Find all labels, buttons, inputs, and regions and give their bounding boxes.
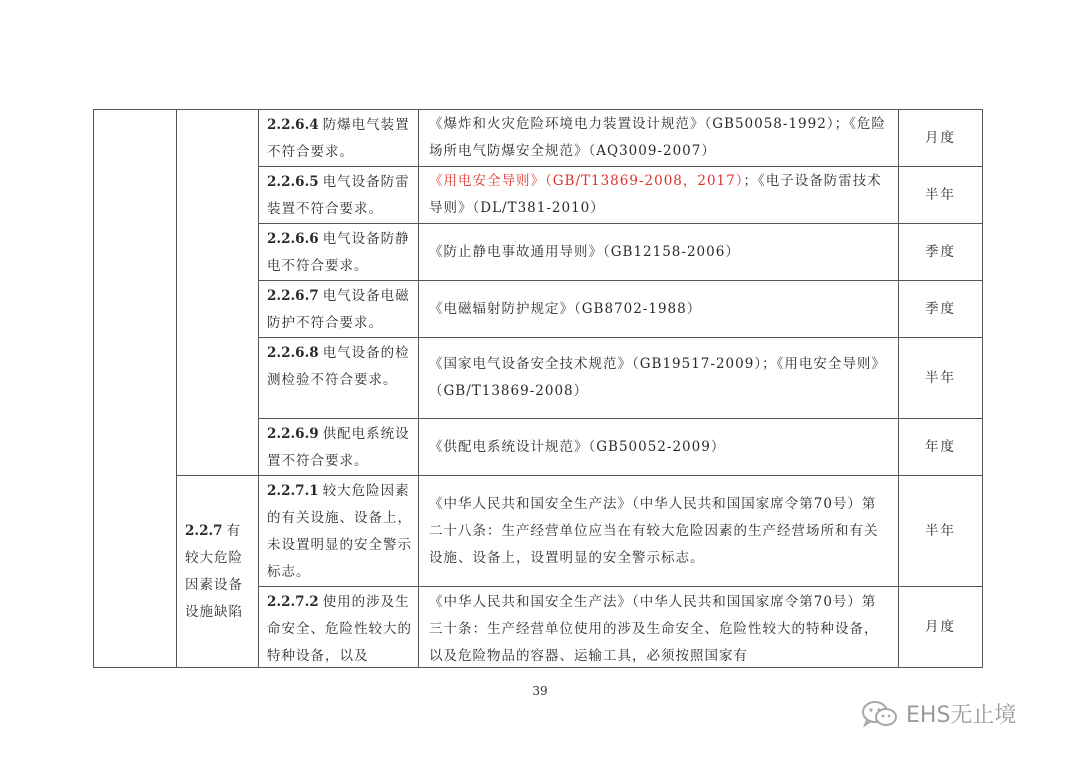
- table-row: [94, 110, 983, 167]
- regulation-table: [93, 109, 983, 668]
- item-code: 2.2.6.5: [267, 174, 319, 190]
- reference-cell: [419, 419, 899, 476]
- reference-cell: [419, 338, 899, 419]
- category-cell: [177, 476, 259, 668]
- reference-cell: [419, 224, 899, 281]
- item-text: 使用的涉及生命安全、危险性较大的特种设备，以及: [267, 594, 412, 664]
- frequency-cell: 半年: [899, 167, 983, 224]
- item-code: 2.2.6.9: [267, 426, 319, 442]
- frequency-cell: 年度: [899, 419, 983, 476]
- watermark: [860, 698, 1016, 729]
- item-text: 防爆电气装置不符合要求。: [267, 117, 410, 160]
- item-cell: [259, 224, 419, 281]
- item-code: 2.2.6.4: [267, 117, 319, 133]
- item-cell: [259, 110, 419, 167]
- reference-text: 《供配电系统设计规范》（GB50052-2009）: [429, 438, 726, 455]
- item-code: 2.2.6.6: [267, 231, 319, 247]
- wechat-icon: [860, 699, 900, 729]
- item-text: 供配电系统设置不符合要求。: [267, 426, 410, 469]
- item-text: 电气设备防静电不符合要求。: [267, 231, 410, 274]
- reference-cell: [419, 281, 899, 338]
- reference-cell: [419, 110, 899, 167]
- blank-cell: [94, 110, 177, 668]
- item-code: 2.2.7.2: [267, 594, 319, 610]
- reference-text: 《国家电气设备安全技术规范》（GB19517-2009）；《用电安全导则》（GB/T13869-2008）: [429, 356, 886, 399]
- item-text: 电气设备防雷装置不符合要求。: [267, 174, 410, 217]
- frequency-cell: 半年: [899, 338, 983, 419]
- reference-cell: [419, 476, 899, 587]
- reference-text: 《中华人民共和国安全生产法》（中华人民共和国国家席令第70号）第二十八条：生产经营单位应当在有较大危险因素的生产经营场所和有关设施、设备上，设置明显的安全警示标志。: [429, 495, 879, 566]
- category-label: 有较大危险因素设备设施缺陷: [185, 522, 243, 620]
- reference-text: 《爆炸和火灾危险环境电力装置设计规范》（GB50058-1992）；《危险场所电气防爆安全规范》（AQ3009-2007）: [429, 116, 886, 159]
- category-code: 2.2.7: [185, 522, 223, 539]
- reference-text: 《中华人民共和国安全生产法》（中华人民共和国国家席令第70号）第三十条：生产经营单位使用的涉及生命安全、危险性较大的特种设备，以及危险物品的容器、运输工具，必须按照国家有: [429, 594, 879, 664]
- item-cell: [259, 338, 419, 419]
- blank-cell: [177, 110, 259, 476]
- item-cell: [259, 476, 419, 587]
- table-row: [94, 476, 983, 587]
- item-cell: [259, 587, 419, 668]
- item-cell: [259, 419, 419, 476]
- watermark-text: EHS无止境: [906, 703, 1017, 728]
- frequency-cell: 月度: [899, 587, 983, 668]
- reference-text: ；《电子设备防雷技术导则》（DL/T381-2010）: [429, 173, 882, 216]
- item-text: 电气设备电磁防护不符合要求。: [267, 288, 410, 331]
- item-code: 2.2.7.1: [267, 483, 319, 499]
- reference-cell: [419, 587, 899, 668]
- frequency-cell: 半年: [899, 476, 983, 587]
- item-code: 2.2.6.7: [267, 288, 319, 304]
- item-text: 较大危险因素的有关设施、设备上，未设置明显的安全警示标志。: [267, 483, 412, 580]
- frequency-cell: 季度: [899, 281, 983, 338]
- reference-highlight: 《用电安全导则》（GB/T13869-2008，2017）: [429, 173, 744, 189]
- item-code: 2.2.6.8: [267, 345, 319, 361]
- reference-cell: [419, 167, 899, 224]
- page-number: 39: [532, 684, 548, 698]
- frequency-cell: 月度: [899, 110, 983, 167]
- item-text: 电气设备的检测检验不符合要求。: [267, 345, 410, 388]
- reference-text: 《防止静电事故通用导则》（GB12158-2006）: [429, 243, 740, 260]
- reference-text: 《电磁辐射防护规定》（GB8702-1988）: [429, 300, 702, 317]
- item-cell: [259, 167, 419, 224]
- item-cell: [259, 281, 419, 338]
- frequency-cell: 季度: [899, 224, 983, 281]
